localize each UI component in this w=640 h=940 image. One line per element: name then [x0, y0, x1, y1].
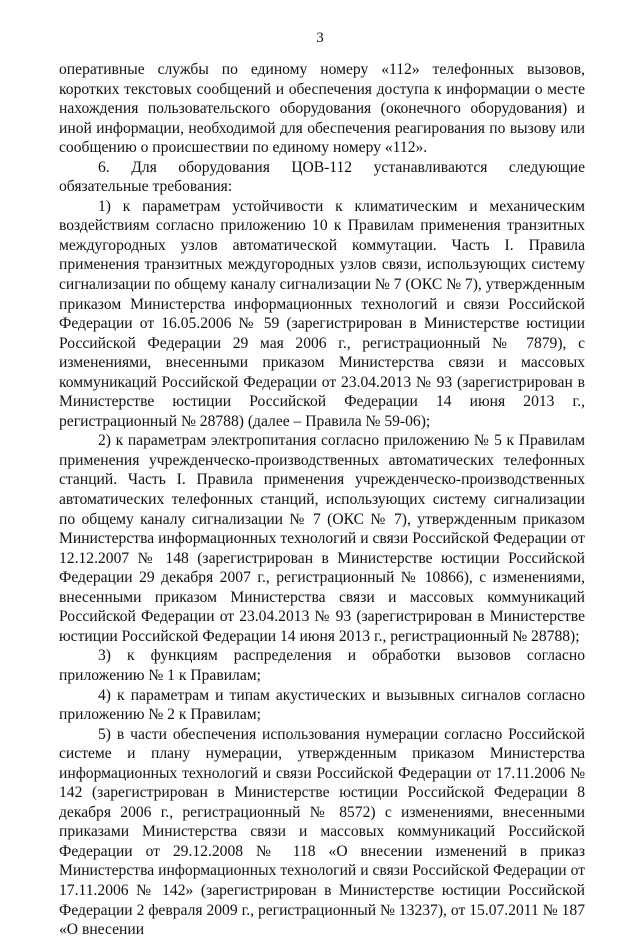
paragraph-subitem-4: 4) к параметрам и типам акустических и вызывных сигналов согласно приложению № 2 к Правилам;	[59, 686, 585, 724]
paragraph-subitem-2: 2) к параметрам электропитания согласно приложению № 5 к Правилам применения учрежденческо-производственных автоматических телефонных станций. Часть I. Правила применения учрежденческо-производственных автоматических телефонных станций, использующих систему сигнализации по общему каналу сигнализации № 7 (ОКС № 7), утвержденным приказом Министерства информационных технологий и связи Российской Федерации от 12.12.2007 № 148 (зарегистрирован в Министерстве юстиции Российской Федерации 29 декабря 2007 г., регистрационный № 10866), с изменениями, внесенными приказом Министерства связи и массовых коммуникаций Российской Федерации от 23.04.2013 № 93 (зарегистрирован в Министерстве юстиции Российской Федерации 14 июня 2013 г., регистрационный № 28788);	[59, 432, 585, 645]
paragraph-subitem-5: 5) в части обеспечения использования нумерации согласно Российской системе и плану нумерации, утвержденным приказом Министерства информационных технологий и связи Российской Федерации от 17.11.2006 № 142 (зарегистрирован в Министерстве юстиции Российской Федерации 8 декабря 2006 г., регистрационный № 8572) с изменениями, внесенными приказами Министерства связи и массовых коммуникаций Российской Федерации от 29.12.2008 № 118 «О внесении изменений в приказ Министерства информационных технологий и связи Российской Федерации от 17.11.2006 № 142» (зарегистрирован в Министерстве юстиции Российской Федерации 2 февраля 2009 г., регистрационный № 13237), от 15.07.2011 № 187 «О внесении	[59, 725, 585, 939]
paragraph-item-6: 6. Для оборудования ЦОВ-112 устанавливаются следующие обязательные требования:	[59, 158, 585, 196]
paragraph-subitem-1: 1) к параметрам устойчивости к климатическим и механическим воздействиям согласно приложению 10 к Правилам применения транзитных междугородных узлов автоматической коммутации. Часть I. Правила применения транзитных междугородных узлов связи, использующих систему сигнализации по общему каналу сигнализации № 7 (ОКС № 7), утвержденным приказом Министерства информационных технологий и связи Российской Федерации от 16.05.2006 № 59 (зарегистрирован в Министерстве юстиции Российской Федерации 29 мая 2006 г., регистрационный № 7879), с изменениями, внесенными приказом Министерства связи и массовых коммуникаций Российской Федерации от 23.04.2013 № 93 (зарегистрирован в Министерстве юстиции Российской Федерации 14 июня 2013 г., регистрационный № 28788) (далее – Правила № 59-06);	[59, 197, 585, 430]
page-number: 3	[316, 30, 324, 46]
paragraph-subitem-3: 3) к функциям распределения и обработки вызовов согласно приложению № 1 к Правилам;	[59, 647, 585, 684]
document-body	[59, 60, 585, 940]
paragraph-continuation: оперативные службы по единому номеру «112» телефонных вызовов, коротких текстовых сообщений и обеспечения доступа к информации о месте нахождения пользовательского оборудования (оконечного оборудования) и иной информации, необходимой для обеспечения реагирования по вызову или сообщению о происшествии по единому номеру «112».	[59, 61, 585, 157]
